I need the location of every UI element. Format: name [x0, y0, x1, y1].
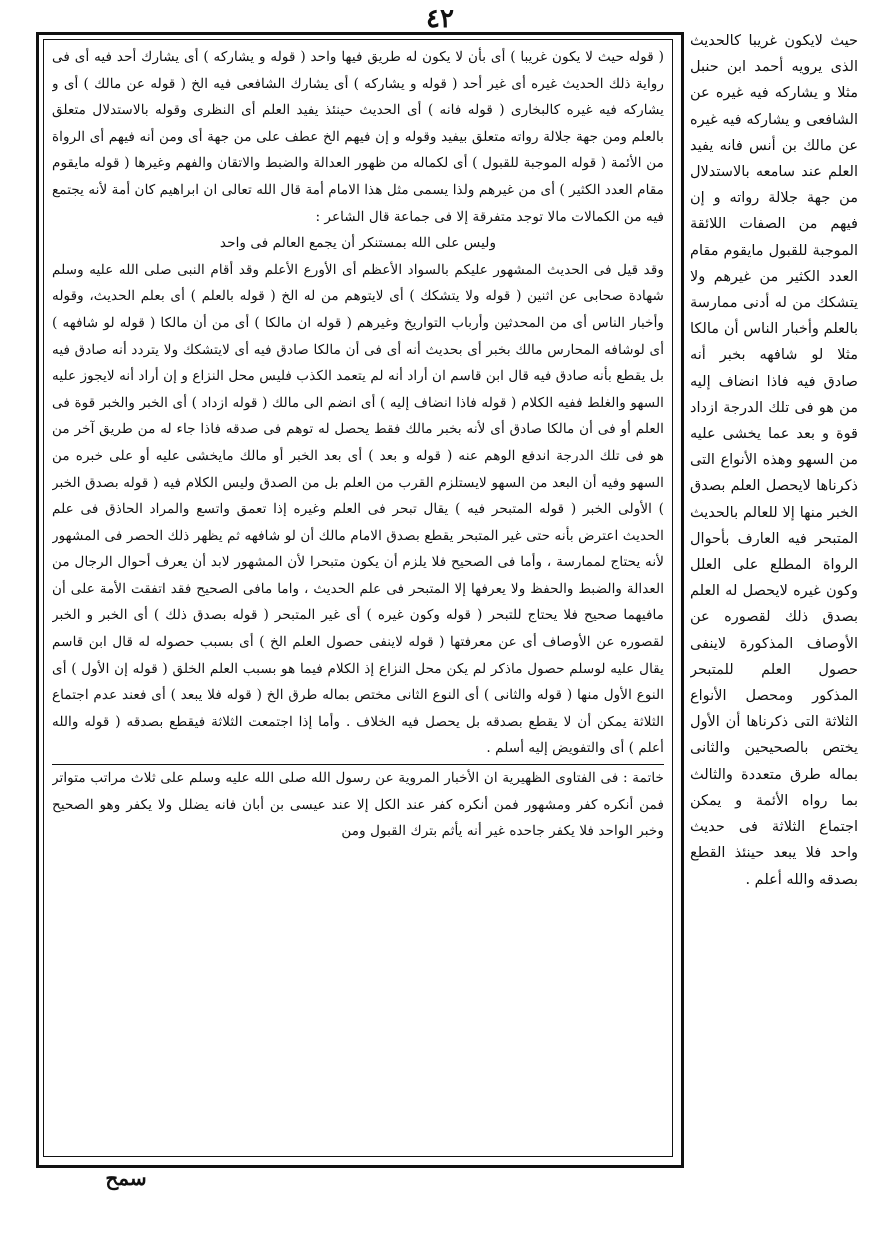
- conclusion-paragraph: خاتمة : فى الفتاوى الظهيرية ان الأخبار المروية عن رسول الله صلى الله عليه وسلم على ثلاث مراتب متواتر فمن أنكره كفر ومشهور فمن أنكره كفر عند الكل إلا عند عيسى بن أبان فانه يضلل ولا يكفر وهو الصحيح وخبر الواحد فلا يكفر جاحده غير أنه يأثم بترك القبول ومن: [52, 770, 664, 840]
- commentary-paragraph-2: وقد قيل فى الحديث المشهور عليكم بالسواد الأعظم أى الأورع الأعلم وقد أقام النبى صلى الله عليه وسلم شهادة صحابى عن اثنين ( قوله ولا يتشكك ) أى لايتوهم من له الخ ( قوله بالعلم ) أى بعلم الحديث، وقوله وأخبار الناس أى من المحدثين وأرباب التواريخ وغيرهم ( قوله ان مالكا ) أى من أن مالكا ( قوله لو شافهه ) أى لوشافه المحارس مالك بخبر أى بحديث أنه أى فى أن مالكا صادق فيه أى لايتشكك ولا يتردد أنه صادق فيه بل يقطع بأنه صادق فيه قال ابن قاسم ان أراد أنه لم يتعمد الكذب فليس محل النزاع و إن أراد أنه لايجوز عليه السهو والغلط ففيه الكلام ( قوله فاذا انضاف إليه ) أى انضم الى مالك ( قوله ازداد ) أى الخبر والخبر قوة فى العلم أو فى أن مالكا صادق أى لأنه بخبر مالك فقط يحصل له توهم فى صدقه فاذا جاء له من طريق آخر من هو فى تلك الدرجة اندفع الوهم عنه ( قوله و بعد ) أى بعد الخبر أو مالك مايخشى عليه أو على خبره من السهو وفيه أن البعد من السهو لايستلزم القرب من العلم بل من الصدق وليس الكلام فيه ( قوله بصدق الخبر ) الأولى الخبر ( قوله المتبحر فيه ) يقال تبحر فى العلم وغيره إذا تعمق واتسع والمراد الحاذق فى علم الحديث اعترض بأنه حتى غير المتبحر يقطع بصدق الامام مالك أن لو شافهه ثم يظهر ذلك الحصر فى المشهور لأنه يحتاج لممارسة ، وأما فى الصحيح فلا يلزم أن يكون متبحرا لأن المشهور لابد أن يعرف أحوال الرجال من العدالة والضبط والحفظ ولا يعرفها إلا المتبحر فى علم الحديث ، واما مافى الصحيح فقد اتفقت الأمة على أن مافيهما صحيح فلا يحتاج للتبحر ( قوله وكون غيره ) أى غير المتبحر ( قوله بصدق ذلك ) أى الخبر و الخبر لقصوره عن الأوصاف أى عن معرفتها ( قوله لاينفى حصول العلم الخ ) أى بسبب حصوله له قال ابن قاسم يقال عليه لوسلم حصول ماذكر لم يكن محل النزاع إذ الكلام فيما هو بسبب العلم الخلق ( قوله إن الأول ) أى النوع الأول منها ( قوله والثانى ) أى النوع الثانى مختص بماله طرق الخ ( قوله فلا يبعد ) أى فعند عدم اجتماع الثلاثة يمكن أن لا يقطع بصدقه بل يحصل فيه الخلاف . وأما إذا اجتمعت الثلاثة فيقطع بصدقه ( قوله والله أعلم ) أى والتفويض إليه أسلم .: [52, 261, 664, 757]
- page-number: ٤٢: [426, 4, 454, 34]
- margin-matn-text: حيث لايكون غريبا كالحديث الذى يرويه أحمد ابن حنبل مثلا و يشاركه فيه غيره عن الشافعى و يشاركه فيه غيره عن مالك بن أنس فانه يفيد العلم عند سامعه بالاستدلال من جهة جلالة رواته و إن فيهم من الصفات اللائقة الموجبة للقبول مايقوم مقام العدد الكثير من غيرهم ولا يتشكك من له أدنى ممارسة بالعلم وأخبار الناس أن مالكا مثلا لو شافهه بخبر أنه صادق فيه فاذا انضاف إليه من هو فى تلك الدرجة ازداد قوة و بعد عما يخشى عليه من السهو وهذه الأنواع التى ذكرناها لايحصل العلم بصدق الخبر منها إلا للعالم بالحديث المتبحر فيه العارف بأحوال الرواة المطلع على العلل وكون غيره لايحصل له العلم بصدق ذلك لقصوره عن الأوصاف المذكورة لاينفى حصول العلم للمتبحر المذكور ومحصل الأنواع الثلاثة التى ذكرناها أن الأول يختص بالصحيحين والثانى بماله طرق متعددة والثالث بما رواه الأئمة و يمكن اجتماع الثلاثة فى حديث واحد فلا يبعد حينئذ القطع بصدقه والله أعلم .: [690, 33, 858, 888]
- commentary-paragraph-1: ( قوله حيث لا يكون غريبا ) أى بأن لا يكون له طريق فيها واحد ( قوله و يشاركه ) أى يشارك أحد فيه أى فى رواية ذلك الحديث غيره أى غير أحد ( قوله و يشاركه ) أى يشارك الشافعى فيه الخ ( قوله عن مالك ) أى و يشاركه فيه غيره كالبخارى ( قوله فانه ) أى الحديث حينئذ يفيد العلم أى النظرى وقوله بالاستدلال متعلق بالعلم ومن جهة جلالة رواته متعلق بيفيد وقوله و إن فيهم الخ عطف على من جهة أى ومن أنه فيهم أى الرواة من الأئمة ( قوله الموجبة للقبول ) أى لكماله من ظهور العدالة والضبط والاتقان والفهم وغيرها ( قوله مايقوم مقام العدد الكثير ) أى من غيرهم ولذا يسمى مثل هذا الامام أمة قال الله تعالى ان ابراهيم كان أمة لأنه يجتمع فيه من الكمالات مالا توجد متفرقة إلا فى جماعة قال الشاعر :: [52, 49, 664, 225]
- footer-signature-mark: سمح: [105, 1166, 147, 1190]
- main-commentary: [52, 44, 664, 1152]
- poetry-verse: وليس على الله بمستنكر أن يجمع العالم فى واحد: [219, 235, 497, 252]
